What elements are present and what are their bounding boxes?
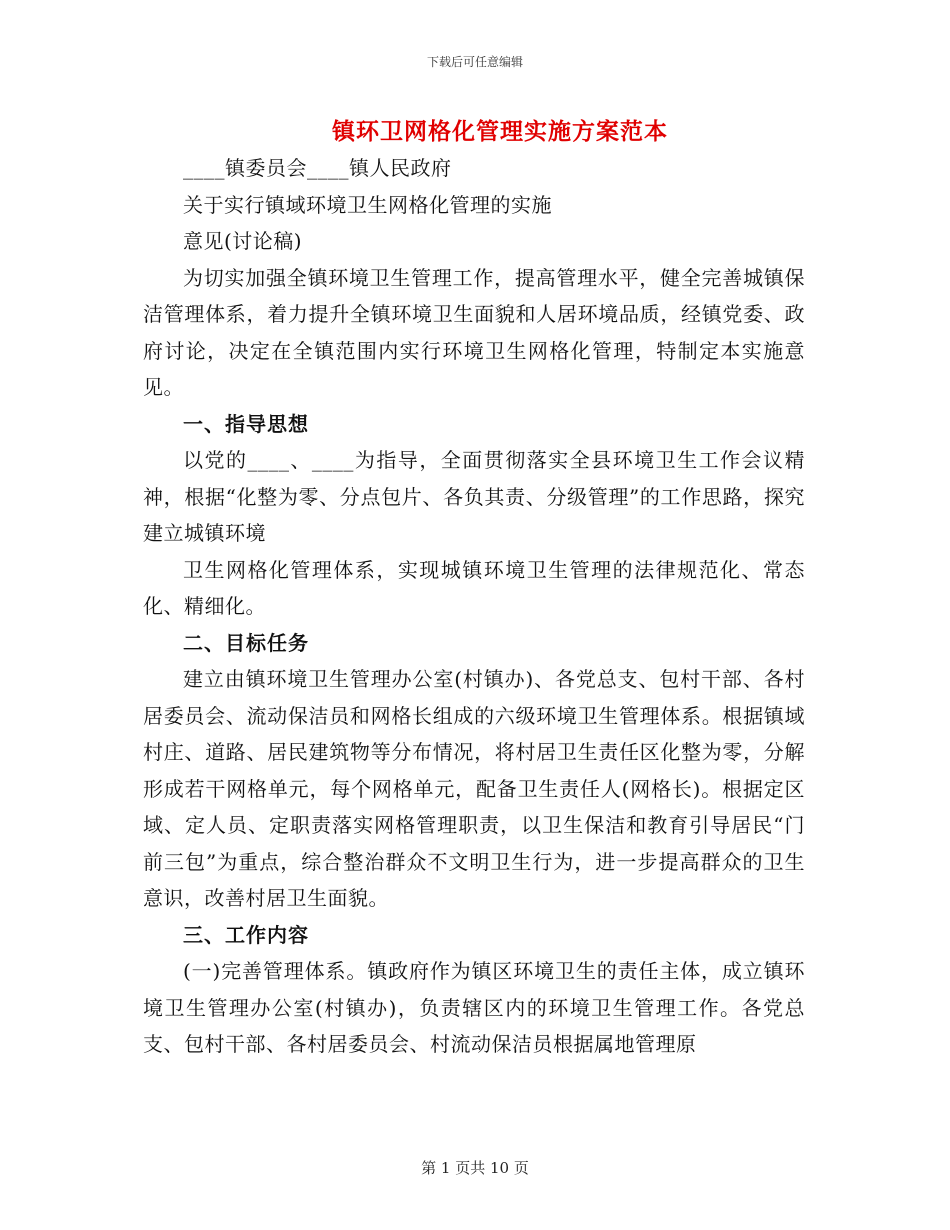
body-paragraph: 以党的____、____为指导，全面贯彻落实全县环境卫生工作会议精神，根据“化整为零、分点包片、各负其责、分级管理”的工作思路，探究建立城镇环境 [143, 448, 805, 545]
issuer-line: ____镇委员会____镇人民政府 [183, 156, 452, 180]
section-heading: 三、工作内容 [183, 922, 309, 947]
document-title: 镇环卫网格化管理实施方案范本 [332, 119, 668, 145]
section-heading: 一、指导思想 [183, 411, 309, 436]
body-paragraph: 建立由镇环境卫生管理办公室(村镇办)、各党总支、包村干部、各村居委员会、流动保洁员和网格长组成的六级环境卫生管理体系。根据镇域村庄、道路、居民建筑物等分布情况，将村居卫生责任区化整为零，分解形成若干网格单元，每个网格单元，配备卫生责任人(网格长)。根据定区域、定人员、定职责落实网格管理职责，以卫生保洁和教育引导居民“门前三包”为重点，综合整治群众不文明卫生行为，进一步提高群众的卫生意识，改善村居卫生面貌。 [143, 667, 805, 910]
body-paragraph: (一)完善管理体系。镇政府作为镇区环境卫生的责任主体，成立镇环境卫生管理办公室(村镇办)，负责辖区内的环境卫生管理工作。各党总支、包村干部、各村居委员会、村流动保洁员根据属地管理原 [143, 959, 805, 1056]
page-number-footer: 第 1 页共 10 页 [421, 1159, 529, 1177]
subject-line: 关于实行镇域环境卫生网格化管理的实施 [183, 192, 552, 217]
section-heading: 二、目标任务 [183, 630, 309, 655]
body-paragraph: 为切实加强全镇环境卫生管理工作，提高管理水平，健全完善城镇保洁管理体系，着力提升全镇环境卫生面貌和人居环境品质，经镇党委、政府讨论，决定在全镇范围内实行环境卫生网格化管理，特制定本实施意见。 [143, 265, 805, 399]
page-header-note: 下载后可任意编辑 [426, 55, 523, 69]
body-paragraph: 卫生网格化管理体系，实现城镇环境卫生管理的法律规范化、常态化、精细化。 [143, 557, 805, 618]
draft-line: 意见(讨论稿) [183, 229, 303, 253]
document-body [143, 150, 805, 1063]
